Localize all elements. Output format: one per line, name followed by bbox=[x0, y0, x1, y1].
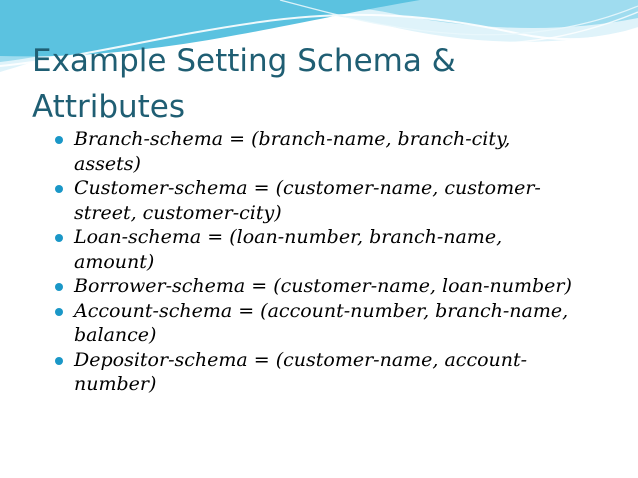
bullet-line: Depositor-schema = (customer-name, account- bbox=[74, 348, 528, 371]
bullet-line: Account-schema = (account-number, branch-name, bbox=[74, 299, 569, 322]
bullet-loan-schema bbox=[52, 225, 592, 274]
bullet-branch-schema bbox=[52, 127, 592, 176]
bullet-account-schema bbox=[52, 299, 592, 348]
schema-bullet-list bbox=[52, 127, 592, 397]
bullet-borrower-schema bbox=[52, 274, 592, 299]
bullet-dot-icon bbox=[55, 357, 63, 365]
bullet-line: balance) bbox=[74, 324, 157, 346]
bullet-line: assets) bbox=[74, 152, 141, 175]
bullet-line: amount) bbox=[74, 250, 155, 273]
bullet-line: Loan-schema = (loan-number, branch-name, bbox=[74, 226, 503, 248]
bullet-customer-schema bbox=[52, 176, 592, 225]
title-line-2: Attributes bbox=[32, 89, 186, 125]
bullet-dot-icon bbox=[55, 234, 63, 242]
bullet-line: number) bbox=[74, 373, 157, 395]
bullet-dot-icon bbox=[55, 308, 63, 316]
bullet-dot-icon bbox=[55, 136, 63, 144]
bullet-line: Customer-schema = (customer-name, customer- bbox=[74, 177, 541, 199]
bullet-line: Borrower-schema = (customer-name, loan-number) bbox=[74, 275, 572, 297]
bullet-dot-icon bbox=[55, 283, 63, 291]
bullet-line: street, customer-city) bbox=[74, 201, 282, 224]
bullet-line: Branch-schema = (branch-name, branch-city, bbox=[74, 128, 511, 150]
title-line-1: Example Setting Schema & bbox=[32, 43, 456, 79]
slide-title bbox=[32, 38, 552, 130]
bullet-dot-icon bbox=[55, 185, 63, 193]
bullet-depositor-schema bbox=[52, 348, 592, 397]
